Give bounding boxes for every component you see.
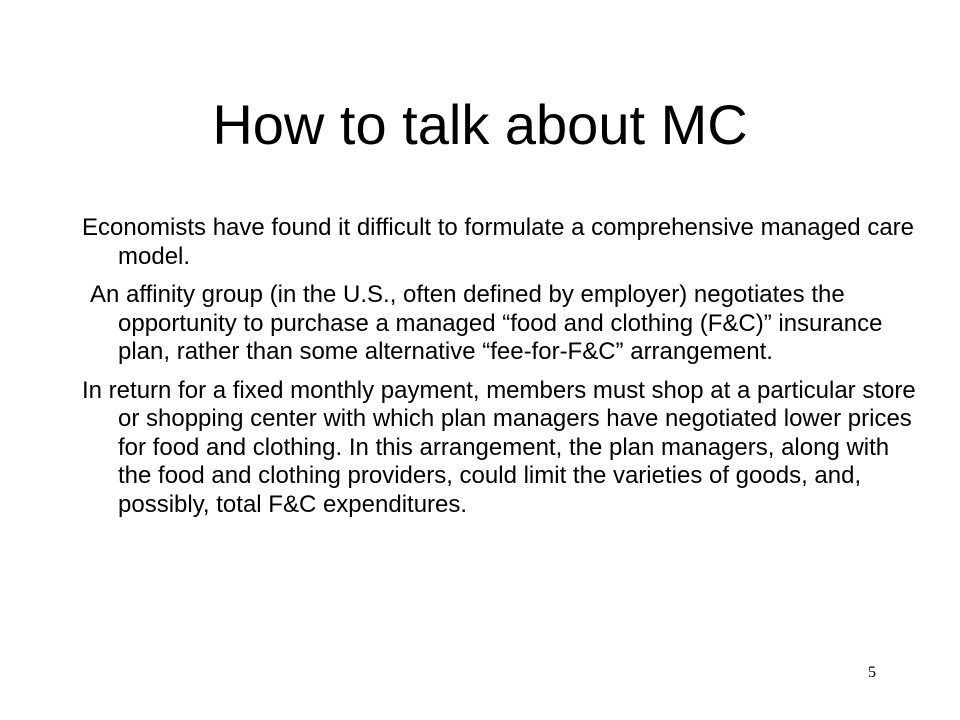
- page-number: 5: [868, 664, 876, 681]
- slide-title: How to talk about MC: [212, 93, 748, 156]
- paragraph-fixed-payment: In return for a fixed monthly payment, members must shop at a particular store or shopping center with which plan managers have negotiated lower prices for food and clothing. In this arrangement, the plan managers, along with the food and clothing providers, could limit the varieties of goods, and, possibly, total F&C expenditures.: [82, 376, 916, 518]
- paragraph-affinity-group: An affinity group (in the U.S., often defined by employer) negotiates the opportunity to purchase a managed “food and clothing (F&C)” insurance plan, rather than some alternative “fee-for-F&C” arrangement.: [90, 281, 883, 365]
- slide-body: [82, 214, 922, 529]
- paragraph-economists: Economists have found it difficult to formulate a comprehensive managed care model.: [82, 214, 915, 270]
